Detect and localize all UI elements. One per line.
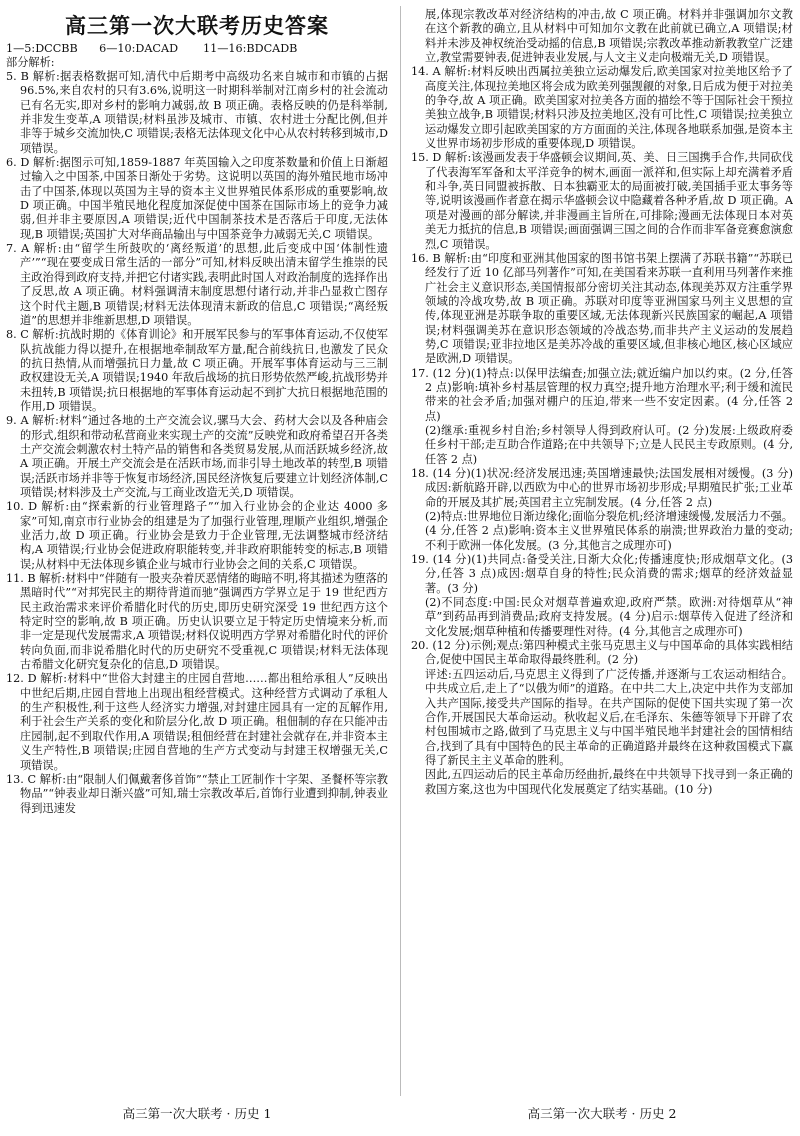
partial-analysis-label: 部分解析: (6, 56, 55, 69)
answer-paragraph: 5. B 解析:据表格数据可知,清代中后期考中高级功名来自城市和市镇的占据96.5%,来自农村的只有3.6%,说明这一时期科举制对江南乡村的社会流动已有名无实,即对乡村的影响力减弱,故 B 项正确。表格反映的仍是科举制,并非发生变革,A 项错误;材料虽涉及城市、市镇、农村进士分配比例,但并非等于城乡交流加快,C 项错误;表格无法体现文化中心从农村转移到城市,D 项错误。 (6, 70, 388, 155)
answer-key-11-16: 11—16:BDCADB (202, 42, 298, 55)
answer-paragraph: 14. A 解析:材料反映出西属拉美独立运动爆发后,欧美国家对拉美地区给予了高度关注,体现拉美地区将会成为欧美列强觊觎的对象,日后成为便于对拉美的争夺,故 A 项正确。欧美国家对拉美各方面的描绘不等于国际社会干预拉美独立战争,B 项错误;材料只涉及拉美地区,没有可比性,C 项错误;拉美独立运动爆发立即引起欧美国家的方方面面的关注,体现各地联系加强,是资本主义世界市场初步形成的重要体现,D 项错误。 (411, 65, 793, 151)
answer-key-1-5: 1—5:DCCBB (6, 42, 78, 55)
answer-paragraph: 9. A 解析:材料“通过各地的土产交流会议,骡马大会、药材大会以及各种庙会的形式,组织和带动私营商业来实现土产的交流”反映党和政府希望召开各类土产交流会刺激农村土特产品的销售和各类贸易发展,从而活跃城乡经济,故 A 项正确。开展土产交流会是在活跃市场,而非引导土地改革的转型,B 项错误;活跃市场并非等于恢复市场经济,国民经济恢复后要建立计划经济体制,C 项错误;材料涉及土产交流,与工商业改造无关,D 项错误。 (6, 414, 388, 499)
column-divider (400, 6, 401, 1096)
answer-paragraph: (2)继承:重视乡村自治;乡村领导人得到政府认可。(2 分)发展:上级政府委任乡村干部;走互助合作道路;在中共领导下;立是人民民主专政原则。(4 分,任答 2 点) (425, 423, 793, 466)
answer-paragraph: 10. D 解析:由“探索新的行业管理路子”“加入行业协会的企业达 4000 多家”可知,南京市行业协会的组建是为了加强行业管理,理顺产业组织,增强企业活力,故 D 项正确。行业协会是致力于企业管理,无法调整城市经济结构,A 项错误;行业协会促进政府职能转变,并非政府职能转变的标志,B 项错误;从材料中无法体现乡镇企业与城市行业协会之间的关系,C 项错误。 (6, 500, 388, 571)
answer-paragraph: (2)特点:世界地位日渐边缘化;面临分裂危机;经济增速缓慢,发展活力不强。(4 分,任答 2 点)影响:资本主义世界殖民体系的崩溃;世界政治力量的变动;不利于欧洲一体化发展。(3 分,其他言之成理亦可) (425, 510, 793, 552)
answer-paragraph: 17. (12 分)(1)特点:以保甲法编查;加强立法;就近编户加以约束。(2 分,任答 2 点)影响:填补乡村基层管理的权力真空;提升地方治理水平;利于缓和流民带来的社会矛盾;加强对棚户的压迫,带来一些不安定因素。(4 分,任答 2 点) (411, 366, 793, 423)
answer-paragraph: 11. B 解析:材料中“伴随有一股夹杂着厌恶情绪的晦暗不明,将其描述为堕落的黑暗时代”“对邦宪民主的期待背道而驰”强调西方学界立足于 19 世纪西方民主政治需求来评价希腊化时代的历史,即历史研究深受 19 世纪西方这个特定时空的影响,故 B 项正确。历史认识要立足于特定历史情境来分析,而非一定是现代发展需求,A 项错误;材料仅说明西方学界对希腊化时代的评价转向负面,而非说希腊化时代的历史研究不受重视,C 项错误;材料无法体现古希腊文化研究复杂化的信息,D 项错误。 (6, 572, 388, 672)
answer-paragraph: 因此,五四运动后的民主革命历经曲折,最终在中共领导下找寻到一条正确的救国方案,这也为中国现代化发展奠定了结实基础。(10 分) (425, 768, 793, 796)
answer-paragraph: (2)不同态度:中国:民众对烟草普遍欢迎,政府严禁。欧洲:对待烟草从“神草”到药品再到消费品;政府支持发展。(4 分)启示:烟草传入促进了经济和文化发展;烟草种植和传播要理性对待。(4 分,其他言之成理亦可) (425, 596, 793, 638)
answer-paragraph: 13. C 解析:由“限制人们佩戴奢侈首饰”“禁止工匠制作十字架、圣餐杯等宗教物品”“钟表业却日渐兴盛”可知,瑞士宗教改革后,首饰行业遭到抑制,钟表业得到迅速发 (6, 772, 388, 815)
answer-paragraph: 7. A 解析:由“留学生所鼓吹的‘离经叛道’的思想,此后变成中国‘体制性遗产’”“现在要变成日常生活的一部分”可知,材料反映出清末留学生推崇的民主政治得到政府支持,并把它付诸实践,表明此时国人对政治制度的选择作出了反思,故 A 项正确。材料强调清末制度思想付诸行动,并非凸显救亡图存这个时代主题,B 项错误;材料无法体现清末新政的信息,C 项错误;“离经叛道”的思想并非维新思想,D 项错误。 (6, 242, 388, 327)
page-title: 高三第一次大联考历史答案 (65, 14, 329, 38)
answer-paragraph: 展,体现宗教改革对经济结构的冲击,故 C 项正确。材料并非强调加尔文教在这个新教的确立,且从材料中可知加尔文教在此前就已确立,A 项错误;材料并未涉及神权统治受动摇的信息,B 项错误;宗教改革推动新教教堂广泛建立,教堂需要钟表,促进钟表业发展,与人文主义走向极端无关,D 项错误。 (425, 8, 793, 65)
answer-paragraph: 8. C 解析:抗战时期的《体育训论》和开展军民参与的军事体育运动,不仅使军队抗战能力得以提升,在根据地牵制敌军方量,配合前线抗日,也激发了民众的抗日热情,从而增强抗日力量,故 C 项正确。开展军事体育运动与三三制政权建设无关,A 项错误;1940 年敌后战场的抗日形势依然严峻,抗战形势并未扭转,B 项错误;抗日根据地的军事体育运动起不到扩大抗日根据地范围的作用,D 项错误。 (6, 328, 388, 413)
answer-paragraph: 16. B 解析:由“印度和亚洲其他国家的图书馆书架上摆满了苏联书籍”“苏联已经发行了近 10 亿部马列著作”可知,在美国看来苏联一直利用马列著作来推广社会主义意识形态,美国情报部分密切关注其动态,体现美苏双方注重学界领域的冷战攻势,故 B 项正确。苏联对印度等亚洲国家马列主义思想的宣传,体现亚洲是苏联争取的重要区域,无法体现新兴民族国家的崛起,A 项错误;材料强调美苏在意识形态领域的冷战态势,而非共产主义运动的发展趋势,C 项错误;亚非拉地区是美苏冷战的重要区域,但非核心地区,核心区域应是欧洲,D 项错误。 (411, 251, 793, 366)
answer-paragraph: 19. (14 分)(1)共同点:备受关注,日渐大众化;传播速度快;形成烟草文化。(3 分,任答 3 点)成因:烟草自身的特性;民众消费的需求;烟草的经济效益显著。(3 分) (411, 553, 793, 595)
answer-paragraph: 评述:五四运动后,马克思主义得到了广泛传播,并逐渐与工农运动相结合。中共成立后,走上了“以俄为师”的道路。在中共二大上,决定中共作为支部加入共产国际,接受共产国际的指导。在共产国际的促使下国共实现了第一次合作,开展国民大革命运动。秋收起义后,在毛泽东、朱德等领导下开辟了农村包围城市之路,做到了马克思主义与中国半殖民地半封建社会的国情相结合,找到了具有中国特色的民主革命的正确道路并最终在这种救国模式下赢得了新民主主义革命的胜利。 (425, 667, 793, 767)
answer-paragraph: 18. (14 分)(1)状况:经济发展迅速;英国增速最快;法国发展相对缓慢。(3 分)成因:新航路开辟,以西欧为中心的世界市场初步形成;早期殖民扩张;工业革命的开展及其扩展;英国君主立宪制发展。(4 分,任答 2 点) (411, 467, 793, 509)
right-column-body (411, 8, 793, 797)
answer-paragraph: 15. D 解析:该漫画发表于华盛顿会议期间,英、美、日三国携手合作,共同砍伐了代表海军军备和太平洋竞争的树木,画面一派祥和,但实际上却充满着矛盾和斗争,英日同盟被拆散、日本独霸亚太的局面被打破,美国插手亚太事务等等,说明该漫画作者意在揭示华盛顿会议中隐藏着各种矛盾,故 D 项正确。A 项是对漫画的部分解读,并非漫画主旨所在,可排除;漫画无法体现日本对英美无力抵抗的信息,B 项错误;画面强调三国之间的合作而非军备竞赛愈演愈烈,C 项错误。 (411, 151, 793, 251)
answer-key (6, 42, 388, 56)
answer-paragraph: 20. (12 分)示例;观点:第四种模式主张马克思主义与中国革命的具体实践相结合,促使中国民主革命取得最终胜利。(2 分) (411, 639, 793, 667)
footer-page-2: 高三第一次大联考 · 历史 2 (527, 1106, 677, 1121)
footer-page-1: 高三第一次大联考 · 历史 1 (122, 1106, 272, 1121)
answer-paragraph: 12. D 解析:材料中“世俗大封建主的庄园自营地……都出租给承租人”反映出中世纪后期,庄园自营地上出现出租经营模式。这种经营方式调动了承租人的生产积极性,利于这些人经济实力增强,对封建庄园具有一定的瓦解作用,利于社会生产关系的变化和阶层分化,故 D 项正确。租佃制的存在只能冲击庄园制,起不到取代作用,A 项错误;租佃经营在封建社会就存在,并非资本主义生产特性,B 项错误;庄园自营地的生产方式变动与封建王权增强无关,C 项错误。 (6, 672, 388, 772)
left-column-body (6, 70, 388, 816)
answer-key-6-10: 6—10:DACAD (99, 42, 179, 55)
right-column (411, 8, 793, 1088)
answer-paragraph: 6. D 解析:据图示可知,1859-1887 年英国输入之印度茶数量和价值上日渐超过输入之中国茶,中国茶日渐处于劣势。这说明以英国的海外殖民地市场冲击了中国茶,体现以英国为主导的资本主义世界殖民体系形成的重要影响,故 D 项正确。中国半殖民地化程度加深促使中国茶在国际市场上的竞争力减弱,但并非主要原因,A 项错误;近代中国制茶技术是否落后于印度,无法体现,B 项错误;英国扩大对华商品输出与中国茶竞争力减弱无关,C 项错误。 (6, 156, 388, 241)
left-column (6, 8, 388, 1088)
